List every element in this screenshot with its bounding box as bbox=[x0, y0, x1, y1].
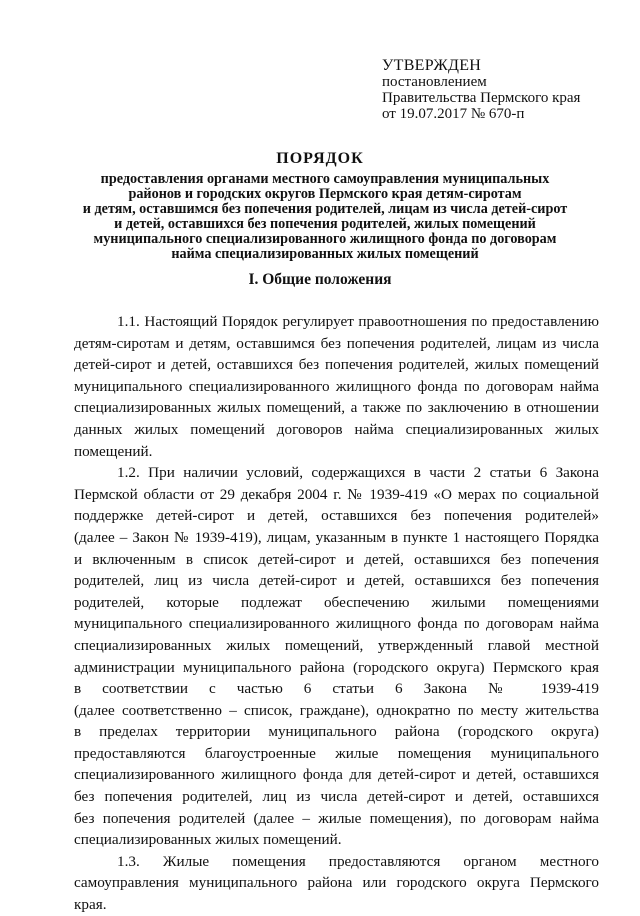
paragraph-line: родителей, лиц из числа детей-сирот и детей, оставшихся без попечения bbox=[74, 572, 599, 590]
paragraph-line: без попечения родителей, лиц из числа детей-сирот и детей, оставшихся bbox=[74, 788, 599, 806]
document-subtitle bbox=[60, 172, 590, 262]
paragraph-line: данных жилых помещений договоров найма специализированных жилых bbox=[74, 420, 599, 438]
document-body bbox=[74, 311, 599, 916]
paragraph-line: специализированных жилых помещений, а также по заключению в отношении bbox=[74, 399, 599, 417]
paragraph-line: края. bbox=[74, 896, 107, 914]
subtitle-line: районов и городских округов Пермского края детям-сиротам bbox=[128, 186, 522, 202]
subtitle-line: и детям, оставшимся без попечения родителей, лицам из числа детей-сирот bbox=[82, 201, 568, 217]
paragraph-line: специализированного жилищного фонда для детей-сирот и детей, оставшихся bbox=[74, 766, 599, 784]
approval-line: постановлением bbox=[382, 74, 487, 90]
subtitle-line: муниципального специализированного жилищного фонда по договорам bbox=[93, 231, 557, 247]
paragraph-line: в соответствии с частью 6 статьи 6 Закона № 1939-419 bbox=[74, 680, 599, 698]
section-heading: I. Общие положения bbox=[248, 271, 392, 288]
document-title: ПОРЯДОК bbox=[276, 150, 364, 167]
approval-line: от 19.07.2017 № 670-п bbox=[382, 106, 525, 122]
paragraph-line: (далее – Закон № 1939-419), лицам, указанным в пункте 1 настоящего Порядка bbox=[74, 528, 599, 546]
paragraph-line: детей-сирот и детей, оставшихся без попечения родителей, жилых помещений bbox=[74, 356, 599, 374]
paragraph-line: поддержке детей-сирот и детей, оставшихся без попечения родителей» bbox=[74, 507, 599, 525]
paragraph-line: муниципального специализированного жилищного фонда по договорам найма bbox=[74, 377, 599, 395]
paragraph-line: муниципального специализированного жилищного фонда по договорам найма bbox=[74, 615, 599, 633]
approval-stamp bbox=[382, 58, 580, 122]
paragraph-line: помещений. bbox=[74, 442, 153, 460]
paragraph-line: предоставляются благоустроенные жилые помещения муниципального bbox=[74, 744, 599, 762]
subtitle-line: предоставления органами местного самоуправления муниципальных bbox=[100, 171, 550, 187]
paragraph-line: детям-сиротам и детям, оставшимся без попечения родителей, лицам из числа bbox=[74, 334, 599, 352]
paragraph-line: в пределах территории муниципального района (городского округа) bbox=[74, 723, 599, 741]
paragraph-line: специализированных жилых помещений. bbox=[74, 831, 342, 849]
paragraph-line: 1.3. Жилые помещения предоставляются органом местного bbox=[117, 852, 599, 870]
paragraph-line: родителей, которые подлежат обеспечению жилыми помещениями bbox=[74, 593, 599, 611]
paragraph-line: Пермской области от 29 декабря 2004 г. № 1939-419 «О мерах по социальной bbox=[74, 485, 599, 503]
paragraph-line: (далее соответственно – список, граждане), однократно по месту жительства bbox=[74, 701, 599, 719]
paragraph-line: администрации муниципального района (городского округа) Пермского края bbox=[74, 658, 599, 676]
paragraph-line: 1.2. При наличии условий, содержащихся в части 2 статьи 6 Закона bbox=[117, 464, 599, 482]
approval-title: УТВЕРЖДЕН bbox=[382, 57, 482, 74]
paragraph-line: и включенным в список детей-сирот и детей, оставшихся без попечения bbox=[74, 550, 599, 568]
paragraph-line: 1.1. Настоящий Порядок регулирует правоотношения по предоставлению bbox=[117, 313, 599, 330]
subtitle-line: найма специализированных жилых помещений bbox=[171, 246, 479, 262]
paragraph-line: без попечения родителей (далее – жилые помещения), по договорам найма bbox=[74, 809, 599, 827]
subtitle-line: и детей, оставшихся без попечения родителей, жилых помещений bbox=[114, 216, 536, 232]
approval-line: Правительства Пермского края bbox=[382, 90, 581, 106]
paragraph-line: самоуправления муниципального района или городского округа Пермского bbox=[74, 874, 599, 892]
paragraph-line: специализированных жилых помещений, утвержденный главой местной bbox=[74, 636, 599, 654]
